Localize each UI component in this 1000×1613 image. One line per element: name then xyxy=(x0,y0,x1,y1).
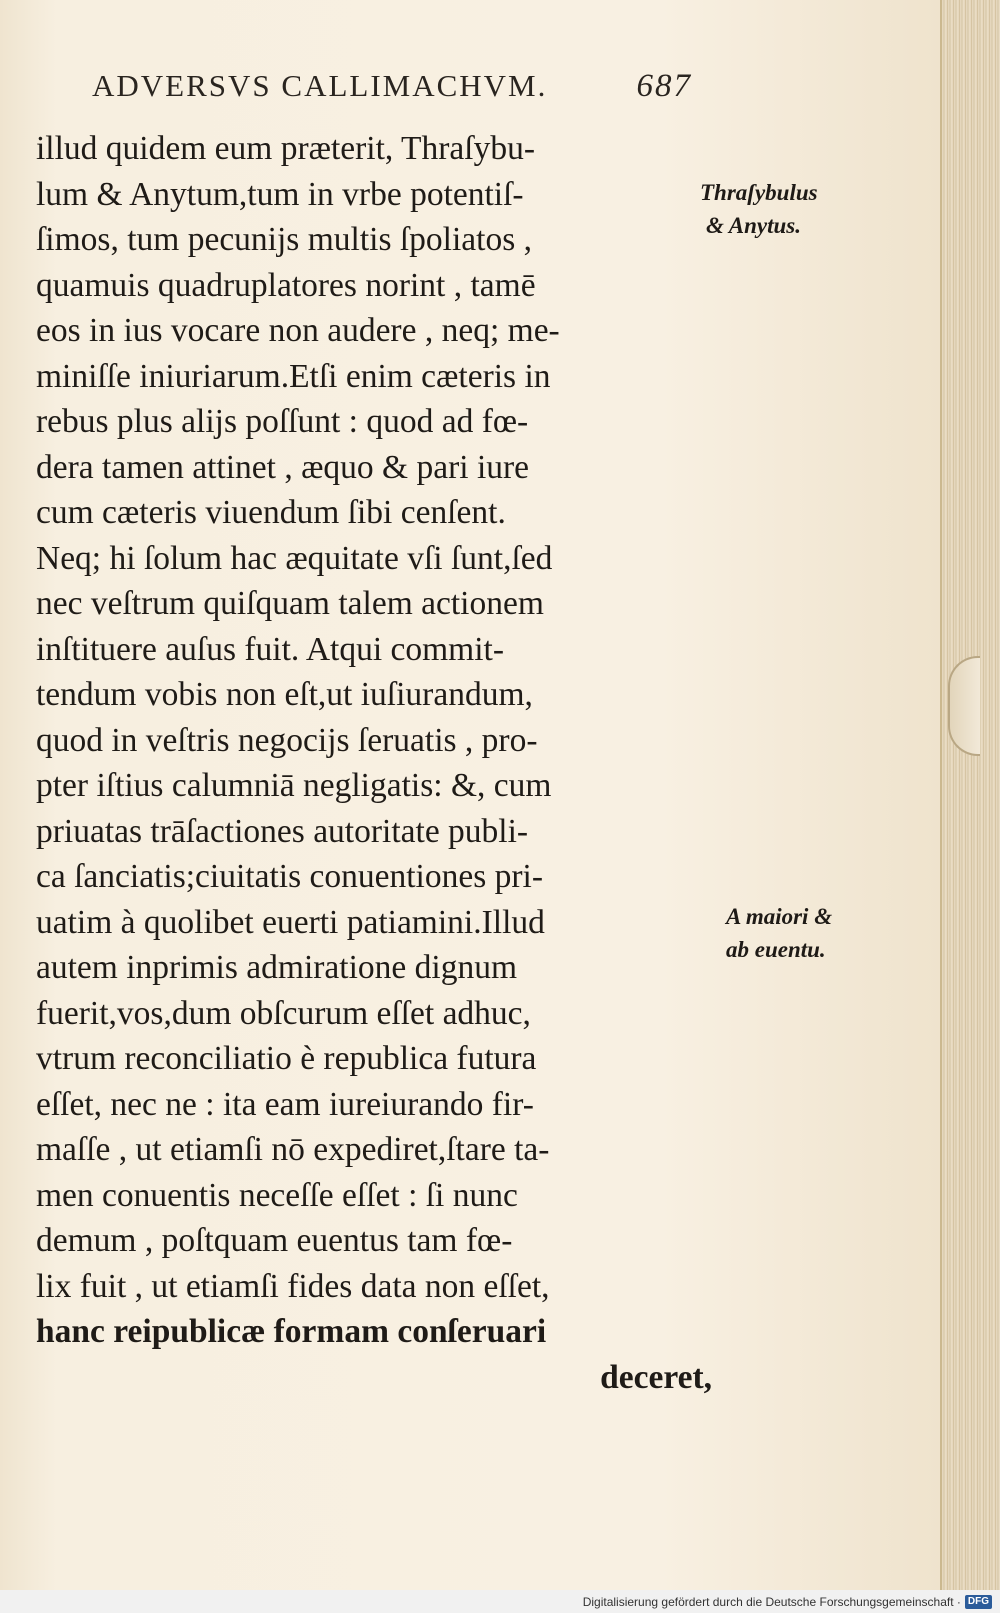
text-line: lum & Anytum,tum in vrbe potentiſ- xyxy=(36,175,524,213)
text-line: quod in veſtris negocijs ſeruatis , pro- xyxy=(36,721,538,759)
text-line: ca ſanciatis;ciuitatis conuentiones pri- xyxy=(36,858,543,895)
text-line: tendum vobis non eſt,ut iuſiurandum, xyxy=(36,676,533,713)
text-line: lix fuit , ut etiamſi fides data non eſſet, xyxy=(36,1267,550,1305)
text-line: hanc reipublicæ formam conſeruari xyxy=(36,1313,547,1350)
catchword: deceret, xyxy=(600,1358,712,1396)
text-line: quamuis quadruplatores norint , tamē xyxy=(36,266,536,304)
margin-note-line: & Anytus. xyxy=(706,213,802,238)
text-line: priuatas trāſactiones autoritate publi- xyxy=(36,812,529,850)
text-line: nec veſtrum quiſquam talem actionem xyxy=(36,585,544,622)
text-line: Neq; hi ſolum hac æquitate vſi ſunt,ſed xyxy=(36,539,553,577)
margin-note-line: Thraſybulus xyxy=(700,180,818,205)
margin-note-thrasybulus xyxy=(700,176,818,242)
text-line: vtrum reconciliatio è republica futura xyxy=(36,1040,537,1077)
text-line: uatim à quolibet euerti patiamini.Illud xyxy=(36,903,545,941)
dfg-logo: DFG xyxy=(965,1595,992,1609)
text-line: pter iſtius calumniā negligatis: &, cum xyxy=(36,767,552,804)
digitization-footer xyxy=(0,1590,1000,1613)
text-line: miniſſe iniuriarum.Etſi enim cæteris in xyxy=(36,357,551,395)
text-line: cum cæteris viuendum ſibi cenſent. xyxy=(36,494,506,531)
text-line: dera tamen attinet , æquo & pari iure xyxy=(36,448,530,486)
running-title: ADVERSVS CALLIMACHVM. xyxy=(92,68,548,103)
text-line: autem inprimis admiratione dignum xyxy=(36,949,518,986)
text-line: demum , poſtquam euentus tam fœ- xyxy=(36,1222,513,1259)
book-clasp xyxy=(948,656,980,756)
text-line: men conuentis neceſſe eſſet : ſi nunc xyxy=(36,1176,518,1214)
text-line: maſſe , ut etiamſi nō expediret,ſtare ta- xyxy=(36,1131,550,1168)
text-line: fuerit,vos,dum obſcurum eſſet adhuc, xyxy=(36,994,531,1032)
margin-note-line: A maiori & xyxy=(726,904,833,929)
margin-note-a-maiori xyxy=(726,900,832,966)
text-line: eſſet, nec ne : ita eam iureiurando fir- xyxy=(36,1085,534,1123)
margin-note-line: ab euentu. xyxy=(726,937,826,962)
running-head xyxy=(92,68,692,112)
text-line: ſimos, tum pecunijs multis ſpoliatos , xyxy=(36,221,532,258)
page-number: 687 xyxy=(636,68,692,104)
text-line: rebus plus alijs poſſunt : quod ad fœ- xyxy=(36,403,529,440)
text-line: illud quidem eum præterit, Thraſybu- xyxy=(36,130,535,167)
body-text xyxy=(36,126,716,1400)
footer-credit: Digitalisierung gefördert durch die Deutsche Forschungsgemeinschaft · xyxy=(582,1594,961,1609)
text-line: eos in ius vocare non audere , neq; me- xyxy=(36,312,560,349)
text-line: inſtituere auſus fuit. Atqui commit- xyxy=(36,630,505,668)
page-edges xyxy=(940,0,1000,1590)
